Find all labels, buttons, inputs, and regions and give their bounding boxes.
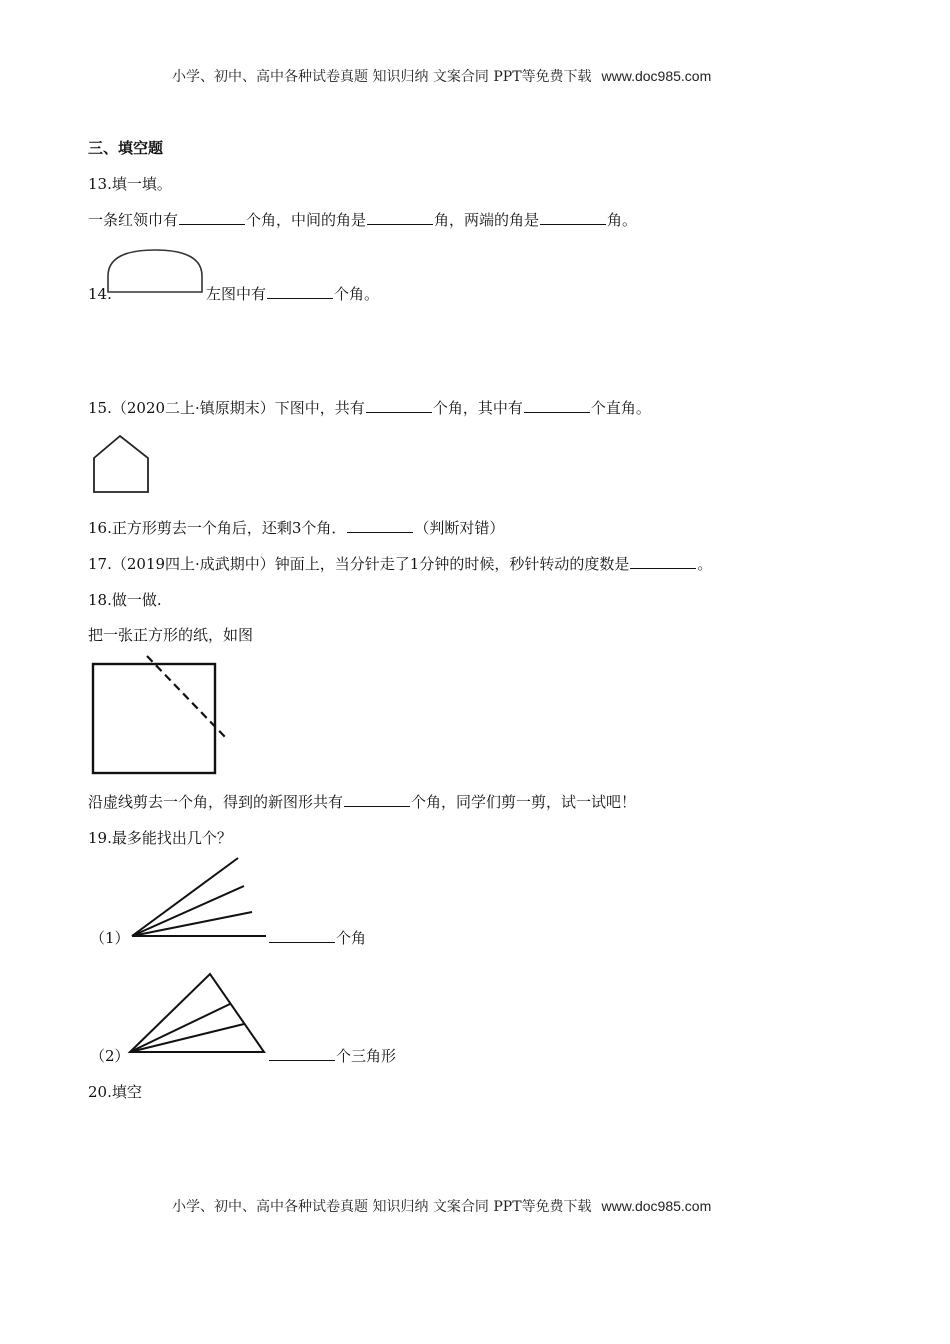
semicircle-shape-figure [106, 246, 204, 294]
q16-text-1: 16.正方形剪去一个角后，还剩3个角． [88, 519, 347, 537]
header-text: 小学、初中、高中各种试卷真题 知识归纳 文案合同 PPT等免费下载 [172, 69, 592, 85]
q19-label-1: （1） [90, 929, 130, 947]
q17-text-1: 17.（2019四上·成武期中）钟面上，当分针走了1分钟的时候，秒针转动的度数是 [88, 555, 630, 573]
answer-blank[interactable] [367, 210, 433, 225]
q19-answer-2 [268, 1046, 396, 1066]
q15-text-1: 15.（2020二上·镇原期末）下图中，共有 [88, 399, 365, 417]
q19-title: 19.最多能找出几个？ [88, 829, 232, 847]
footer-url[interactable]: www.doc985.com [601, 1198, 712, 1214]
q13-text-4: 角。 [607, 211, 638, 229]
q17-text-2: 。 [697, 555, 713, 573]
answer-blank[interactable] [179, 210, 245, 225]
answer-blank[interactable] [347, 518, 413, 533]
page-header [172, 66, 711, 86]
page-footer [172, 1196, 711, 1216]
answer-blank[interactable] [267, 284, 333, 299]
q14-number: 14. [88, 285, 112, 303]
q19-suffix-2: 个三角形 [336, 1047, 397, 1065]
q13-title: 13.填一填。 [88, 175, 172, 193]
q18-text-1: 沿虚线剪去一个角，得到的新图形共有 [88, 793, 344, 811]
q13-text-1: 一条红领巾有 [88, 211, 179, 229]
q19-answer-1 [268, 928, 366, 948]
q18-title: 18.做一做. [88, 591, 162, 609]
answer-blank[interactable] [366, 398, 432, 413]
q13-text-3: 角，两端的角是 [434, 211, 540, 229]
q20-title: 20.填空 [88, 1083, 142, 1101]
answer-blank[interactable] [524, 398, 590, 413]
q16-text-2: （判断对错） [414, 519, 505, 537]
answer-blank[interactable] [540, 210, 606, 225]
q19-label-2: （2） [90, 1047, 130, 1065]
section-title: 三、填空题 [88, 139, 164, 157]
q17-question [88, 554, 712, 574]
q15-text-3: 个直角。 [590, 399, 651, 417]
q19-suffix-1: 个角 [336, 929, 367, 947]
answer-blank[interactable] [630, 554, 696, 569]
answer-blank[interactable] [344, 792, 410, 807]
q14-question [206, 284, 379, 304]
triangle-split-figure [126, 972, 268, 1056]
q13-text-2: 个角，中间的角是 [246, 211, 367, 229]
q15-text-2: 个角，其中有 [432, 399, 523, 417]
q18-text-2: 个角，同学们剪一剪，试一试吧！ [411, 793, 637, 811]
answer-blank[interactable] [269, 928, 335, 943]
q18-question [88, 792, 636, 812]
header-url[interactable]: www.doc985.com [601, 68, 712, 84]
square-dashed-cut-figure [90, 654, 230, 776]
q18-intro: 把一张正方形的纸，如图 [88, 626, 254, 644]
q15-question [88, 398, 651, 418]
q16-question [88, 518, 504, 538]
q13-question [88, 210, 637, 230]
q14-text-1: 左图中有 [206, 285, 267, 303]
footer-text: 小学、初中、高中各种试卷真题 知识归纳 文案合同 PPT等免费下载 [172, 1199, 592, 1215]
pentagon-house-figure [92, 434, 152, 494]
answer-blank[interactable] [269, 1046, 335, 1061]
q14-text-2: 个角。 [334, 285, 380, 303]
fan-rays-figure [128, 856, 270, 942]
